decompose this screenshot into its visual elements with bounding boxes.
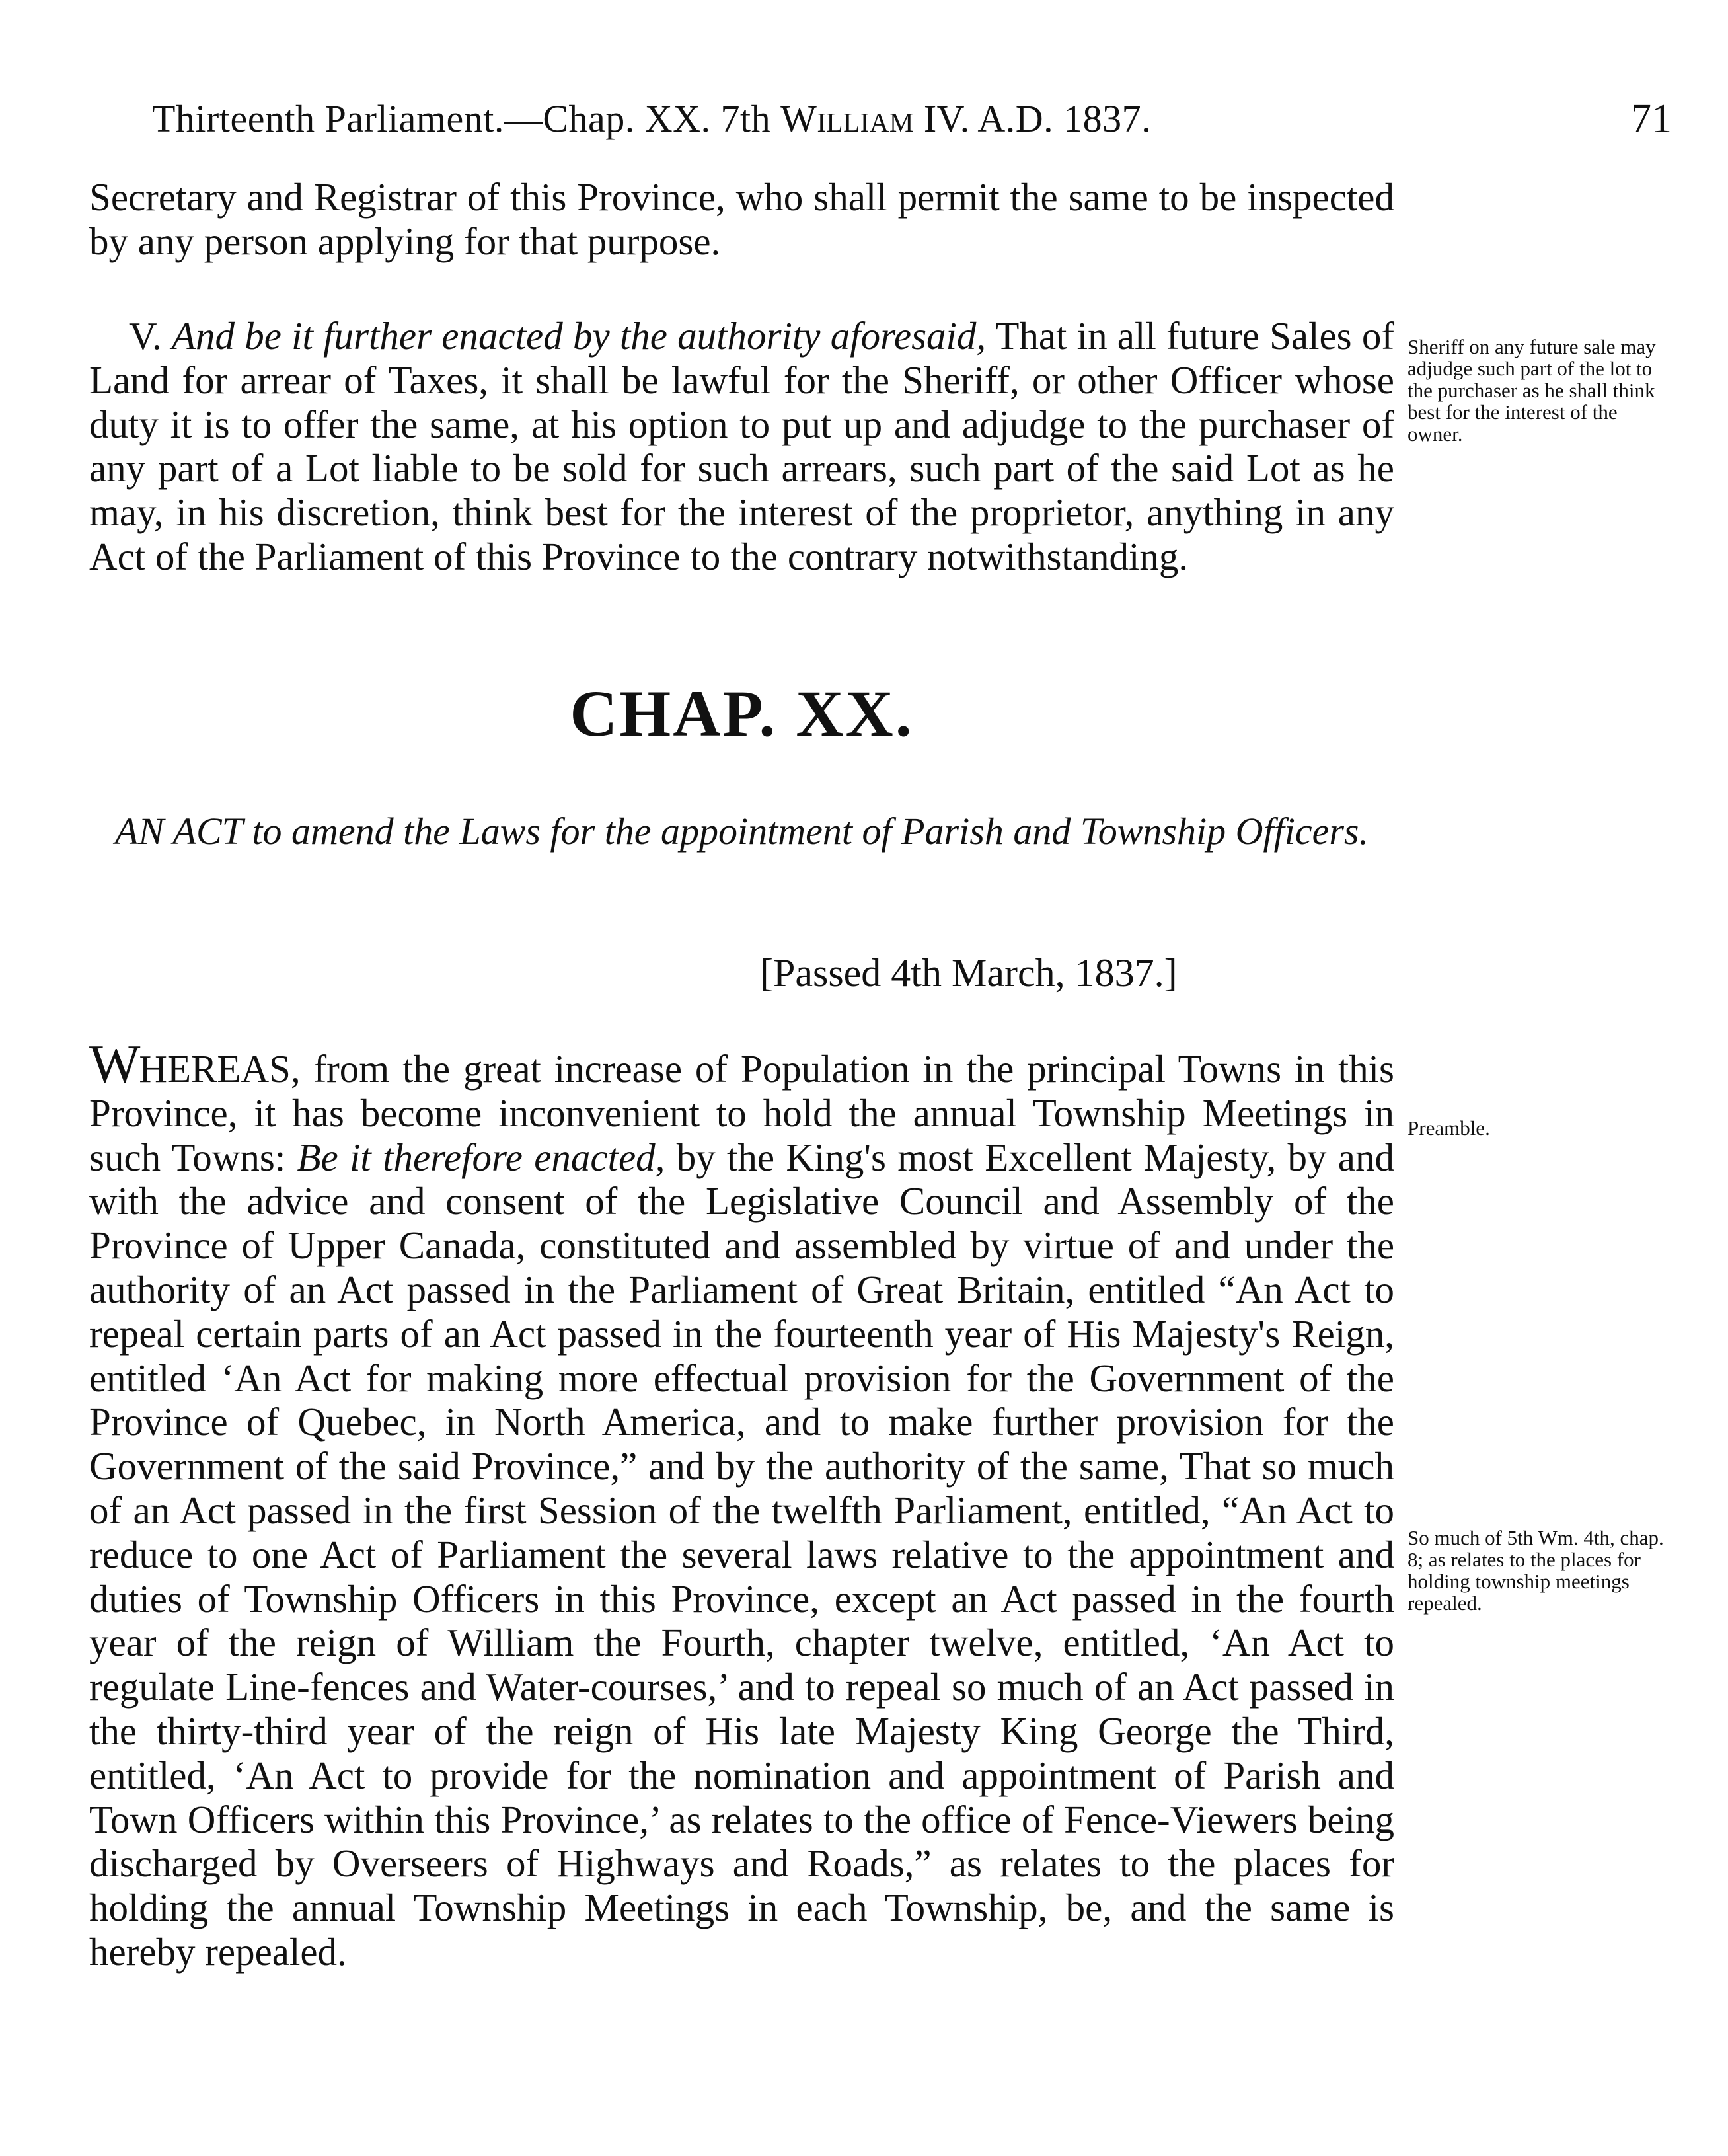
margin-note-sheriff: Sheriff on any future sale may adjudge such part of the lot to the purchaser as he shall think best for the interest of the owner. [1408,335,1656,445]
preamble-part-1: HEREAS, from the great increase of Population in the principal Towns in this Province, it has become inconvenient to hold the annual Township Meetings in such Towns: [89,1047,1394,1179]
section-v-numeral: V. [129,314,172,358]
section-v-paragraph [89,314,1394,579]
chapter-heading: CHAP. XX. [570,677,914,750]
preamble-paragraph [89,1034,1394,1974]
running-title-king: William [780,97,914,140]
passed-date: [Passed 4th March, 1837.] [760,951,1178,995]
running-head [152,93,1672,145]
carry-over-paragraph: Secretary and Registrar of this Province, who shall permit the same to be inspected by any person applying for that purpose. [89,175,1394,263]
margin-note-preamble: Preamble. [1408,1116,1490,1139]
running-title-suffix: IV. A.D. 1837. [913,97,1152,140]
margin-note-fifth-wm: So much of 5th Wm. 4th, chap. 8; as relates to the places for holding township meetings repealed. [1408,1526,1664,1615]
section-v-enacting-clause: And be it further enacted by the authority aforesaid, [171,314,987,358]
running-title [152,93,1151,145]
act-title: AN ACT to amend the Laws for the appointment of Parish and Township Officers. [115,810,1369,853]
dropcap: W [89,1034,139,1094]
preamble-part-2: by the King's most Excellent Majesty, by and with the advice and consent of the Legislative Council and Assembly of the Province of Upper Canada, constituted and assembled by virtue of and under the authority of an Act passed in the Parliament of Great Britain, entitled “An Act to repeal certain parts of an Act passed in the fourteenth year of His Majesty's Reign, entitled ‘An Act for making more effectual provision for the Government of the Province of Quebec, in North America, and to make further provision for the Government of the said Province,” and by the authority of the same, That so much of an Act passed in the first Session of the twelfth Parliament, entitled, “An Act to reduce to one Act of Parliament the several laws relative to the appointment and duties of Township Officers in this Province, except an Act passed in the fourth year of the reign of William the Fourth, chapter twelve, entitled, ‘An Act to regulate Line-fences and Water-courses,’ and to repeal so much of an Act passed in the thirty-third year of the reign of His late Majesty King George the Third, entitled, ‘An Act to provide for the nomination and appointment of Parish and Town Officers within this Province,’ as relates to the office of Fence-Viewers being discharged by Overseers of Highways and Roads,” as relates to the places for holding the annual Township Meetings in each Township, be, and the same is hereby repealed. [89,1135,1394,1974]
page-number: 71 [1631,96,1672,141]
section-v-text: That in all future Sales of Land for arrear of Taxes, it shall be lawful for the Sheriff, or other Officer whose duty it is to offer the same, at his option to put up and adjudge to the purchaser of any part of a Lot liable to be sold for such arrears, such part of the said Lot as he may, in his discretion, think best for the interest of the proprietor, anything in any Act of the Parliament of this Province to the contrary notwithstanding. [89,314,1394,578]
preamble-enacting-clause: Be it therefore enacted, [297,1135,665,1179]
running-title-prefix: Thirteenth Parliament.—Chap. XX. 7th [152,97,781,140]
